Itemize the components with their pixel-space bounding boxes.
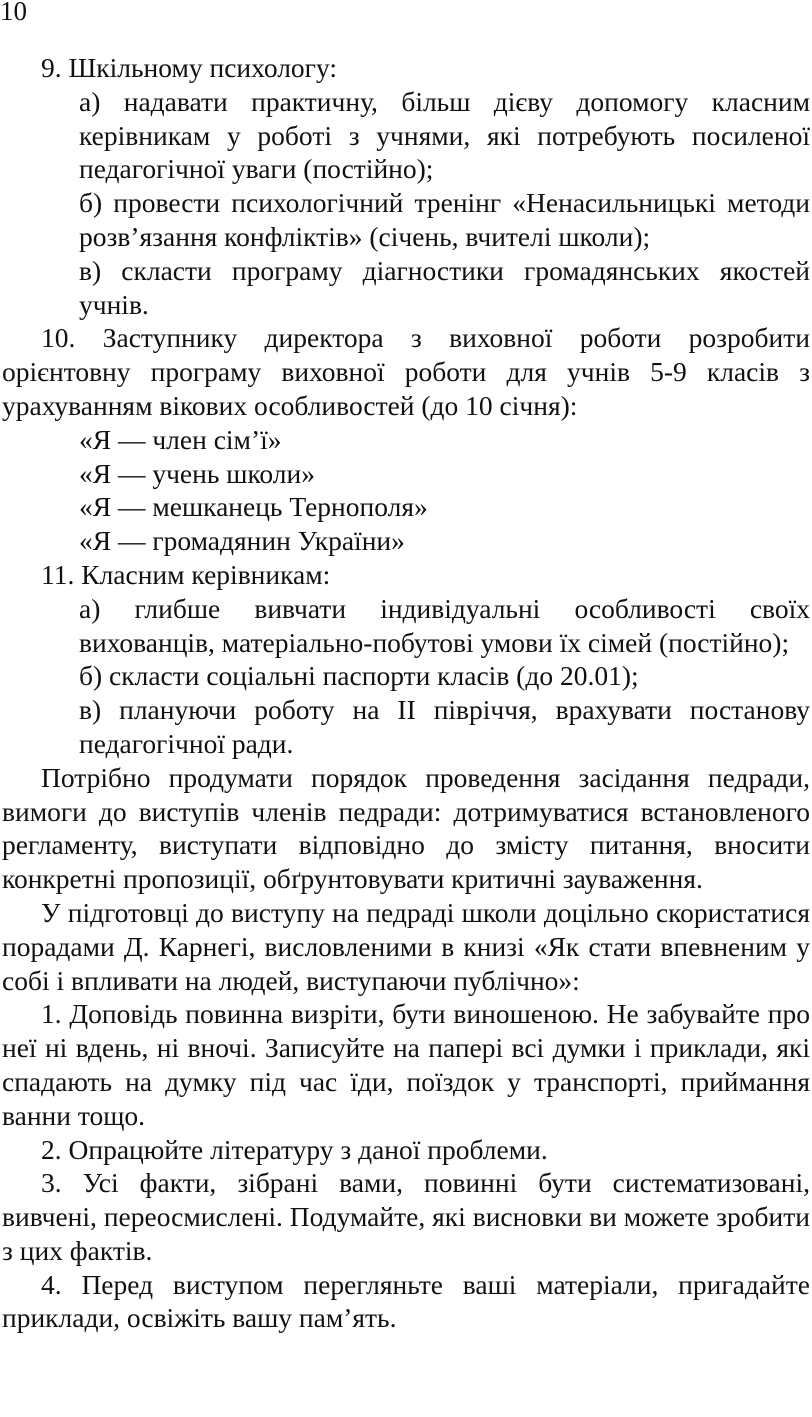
sub-item-11b: б) скласти соціальні паспорти класів (до 20.01); [79,660,639,692]
list-item-9: 9. Шкільному психологу: [41,52,337,83]
sub-item-11c: в) плануючи роботу на ІІ півріччя, врахувати постанову педагогічної ради. [79,694,810,759]
paragraph-procedure: Потрібно продумати порядок проведення засідання педради, вимоги до виступів членів педради: дотримуватися встановленого регламенту, виступати відповідно до змісту питання, вносити конкретні пропозиції, обґрунтовувати критичні зауваження. [2,761,810,895]
list-item-10: 10. Заступнику директора з виховної роботи розробити орієнтовну програму виховної роботи для учнів 5-9 класів з урахуванням вікових особливостей (до 10 січня): [2,322,810,421]
sub-item-9b: б) провести психологічний тренінг «Ненасильницькі методи розв’язання конфліктів» (січень, вчителі школи); [79,187,810,252]
program-line: «Я — учень школи» [79,457,315,489]
program-line: «Я — мешканець Тернополя» [79,491,428,523]
advice-item-3: 3. Усі факти, зібрані вами, повинні бути систематизовані, вивчені, переосмислені. Подумайте, які висновки ви можете зробити з цих фактів. [2,1167,810,1266]
list-item-11: 11. Класним керівникам: [41,558,331,590]
advice-item-1: 1. Доповідь повинна визріти, бути виношеною. Не забувайте про неї ні вдень, ні вночі. Записуйте на папері всі думки і приклади, які спадають на думку під час їди, поїздок у транспорті, приймання ванни тощо. [2,998,810,1131]
advice-item-4: 4. Перед виступом перегляньте ваші матеріали, пригадайте приклади, освіжіть вашу пам’ять. [2,1268,810,1334]
program-line: «Я — громадянин України» [79,525,405,557]
page-number: 10 [0,0,27,26]
program-line: «Я — член сім’ї» [79,423,282,455]
sub-item-11a: а) глибше вивчати індивідуальні особливості своїх вихованців, матеріально-побутові умови їх сімей (постійно); [79,592,810,658]
sub-item-9c: в) скласти програму діагностики громадянських якостей учнів. [79,254,810,320]
advice-item-2: 2. Опрацюйте літературу з даної проблеми. [41,1133,548,1165]
sub-item-9a: а) надавати практичну, більш дієву допомогу класним керівникам у роботі з учнями, які потребують посиленої педагогічної уваги (постійно); [79,85,810,185]
page-body [2,51,810,1335]
paragraph-carnegie: У підготовці до виступу на педраді школи доцільно скористатися порадами Д. Карнегі, висловленими в книзі «Як стати впевненим у собі і впливати на людей, виступаючи публічно»: [2,896,810,996]
